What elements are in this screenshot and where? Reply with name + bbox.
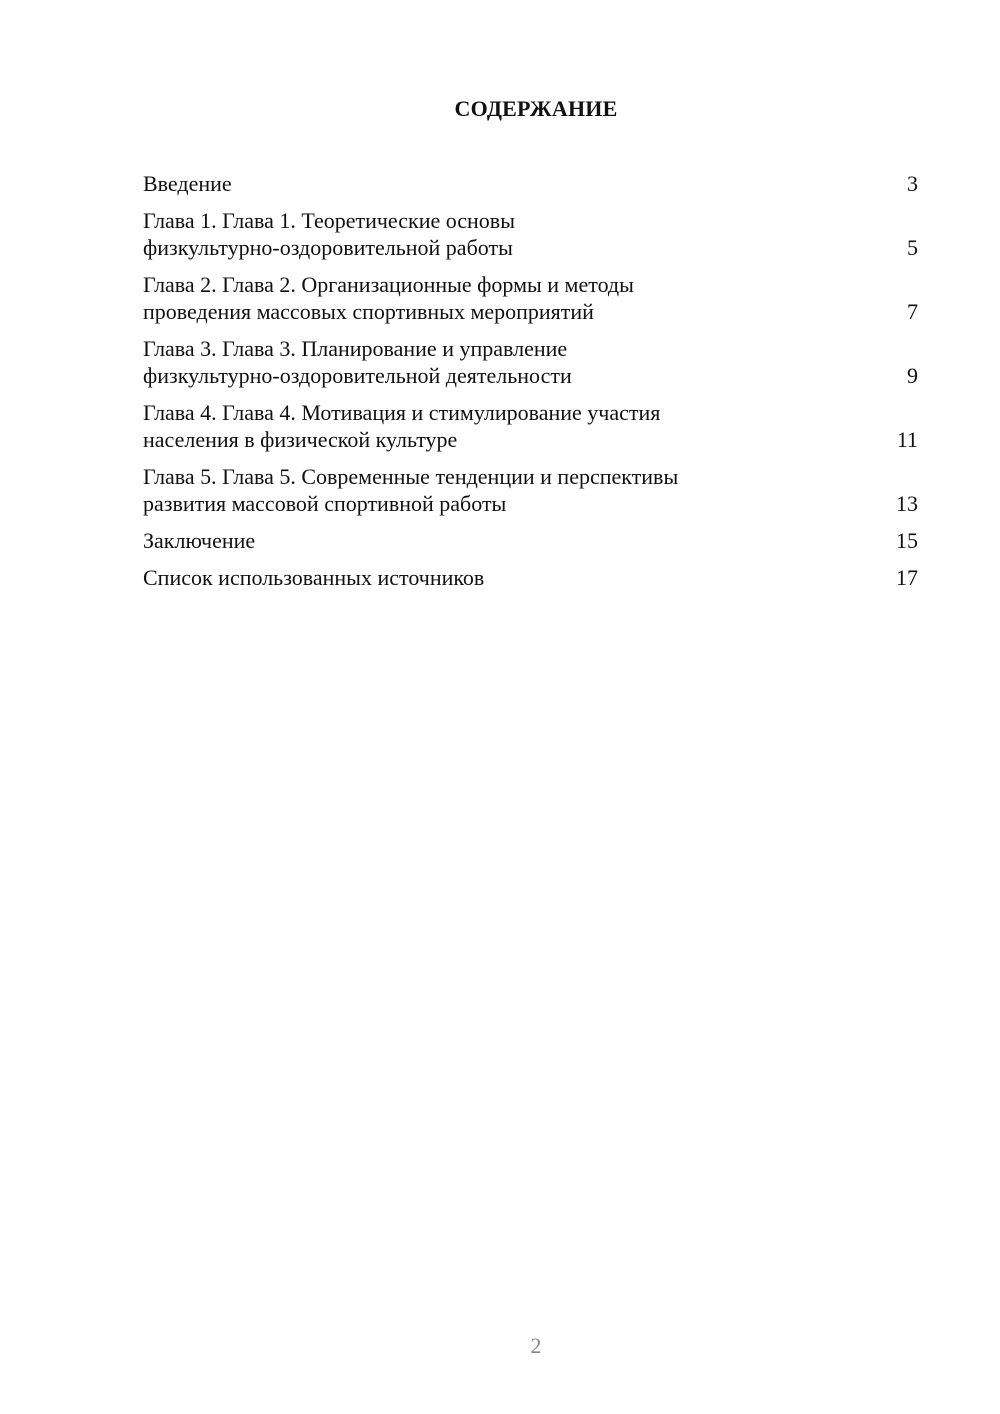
toc-entry-chapter-2 <box>143 271 918 325</box>
toc-entry-text <box>143 271 888 325</box>
toc-entry-page: 3 <box>907 171 918 196</box>
toc-entry-page: 11 <box>896 427 918 452</box>
toc-entry-line: развития массовой спортивной работы <box>143 491 507 516</box>
toc-entry-line: Глава 1. Глава 1. Теоретические основы <box>143 208 515 233</box>
toc-entry-text <box>143 463 888 517</box>
toc-entry-page: 9 <box>907 363 918 388</box>
toc-entry-text <box>143 564 888 591</box>
toc-entry-line: физкультурно-оздоровительной работы <box>143 235 513 260</box>
toc-entry-text <box>143 170 888 197</box>
toc-entry-line: физкультурно-оздоровительной деятельности <box>143 363 572 388</box>
toc-entry-line: Глава 4. Глава 4. Мотивация и стимулирование участия <box>143 400 661 425</box>
toc-entry-page: 17 <box>896 565 918 590</box>
toc-entry-chapter-1 <box>143 207 918 261</box>
toc-entry-page: 13 <box>896 491 918 516</box>
table-of-contents <box>143 170 918 601</box>
toc-entry-text <box>143 207 888 261</box>
toc-entry-page: 7 <box>907 299 918 324</box>
page-title: СОДЕРЖАНИЕ <box>454 96 618 121</box>
toc-entry-introduction <box>143 170 918 197</box>
toc-entry-line: Заключение <box>143 528 256 553</box>
toc-entry-line: Глава 3. Глава 3. Планирование и управление <box>143 336 568 361</box>
toc-entry-chapter-5 <box>143 463 918 517</box>
toc-entry-line: Глава 2. Глава 2. Организационные формы и методы <box>143 272 634 297</box>
toc-entry-page: 15 <box>896 528 918 553</box>
toc-entry-conclusion <box>143 527 918 554</box>
toc-entry-line: населения в физической культуре <box>143 427 458 452</box>
toc-entry-line: Глава 5. Глава 5. Современные тенденции и перспективы <box>143 464 679 489</box>
toc-entry-text <box>143 527 888 554</box>
toc-entry-references <box>143 564 918 591</box>
toc-entry-line: Список использованных источников <box>143 565 485 590</box>
toc-entry-line: проведения массовых спортивных мероприятий <box>143 299 594 324</box>
toc-entry-text <box>143 335 888 389</box>
toc-entry-chapter-4 <box>143 399 918 453</box>
page-number: 2 <box>530 1333 542 1358</box>
toc-entry-chapter-3 <box>143 335 918 389</box>
toc-entry-text <box>143 399 888 453</box>
toc-entry-line: Введение <box>143 171 232 196</box>
toc-entry-page: 5 <box>907 235 918 260</box>
